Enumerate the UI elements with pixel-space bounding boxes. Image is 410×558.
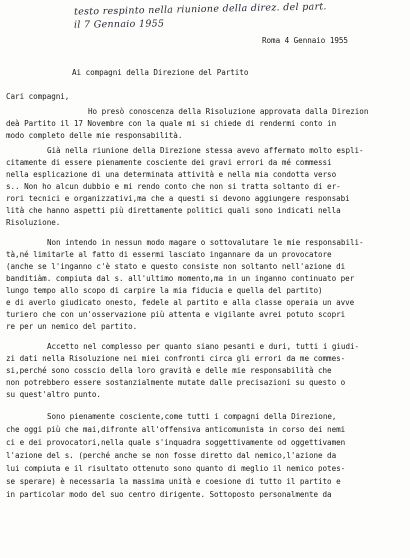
body-line: Risoluzione. <box>6 218 61 227</box>
body-line: se sperare) è necessaria la massima unità e coesione di tutto il partito e <box>6 477 341 486</box>
body-line: nella esplicazione di una determinata attività e nella mia condotta verso <box>6 170 337 179</box>
body-line: si,perché sono cosscio della loro gravità e delle mie responsabilità che <box>6 366 332 375</box>
body-line: (anche se l'inganno c'è stato e questo consiste non soltanto nell'azione di <box>6 262 346 271</box>
letter-date: Roma 4 Gennaio 1955 <box>262 36 348 45</box>
body-line: zi dati nella Risoluzione nei miei confronti circa gli errori da me commes- <box>6 354 346 363</box>
body-line: rori tecnici e organizzativi,ma che a questi si devono aggiungere responsabi <box>6 194 350 203</box>
body-line: turiero che con un'osservazione più attenta e vigilante avrei potuto scopri <box>6 310 346 319</box>
body-line: lui compiuta e il risultato ottenuto sono quanto di meglio il nemico potes- <box>6 464 346 473</box>
body-line: deà Partito il 17 Novembre con la quale mi si chiede di rendermi conto in <box>6 119 337 128</box>
body-line: non potrebbero essere sostanzialmente mutate dalle precisazioni su questo o <box>6 378 346 387</box>
body-line: e di averlo giudicato onesto, fedele al partito e alla classe operaia un avve <box>6 298 355 307</box>
body-line: banditiàm. compiuta dal s. all'ultimo momento,ma in un inganno continuato per <box>6 274 355 283</box>
body-line: l'azione del s. (perché anche se non fosse diretto dal nemico,l'azione da <box>6 451 337 460</box>
body-line: Accetto nel complesso per quanto siano pesanti e duri, tutti i giudi- <box>47 342 360 351</box>
handwritten-annotation-line-2: il 7 Gennaio 1955 <box>73 18 165 31</box>
handwritten-annotation-line-1: testo respinto nella riunione della direz. del part. <box>73 1 327 18</box>
body-line: in particolar modo del suo centro dirigente. Sottoposto personalmente da <box>6 490 332 499</box>
body-line: citamente di essere pienamente cosciente dei gravi errori da mé commessi <box>6 158 332 167</box>
body-line: Ho presò conoscenza della Risoluzione approvata dalla Direzion <box>88 107 369 116</box>
body-line: re per un nemico del partito. <box>6 322 138 331</box>
body-line: s.. Non ho alcun dubbio e mi rendo conto che non si tratta soltanto di er- <box>6 182 341 191</box>
body-line: su quest'altro punto. <box>6 390 101 399</box>
body-line: lità che hanno aspetti più direttamente politici quali sono indicati nella <box>6 206 341 215</box>
body-line: che oggi più che mai,difronte all'offensiva anticomunista in corso dei nemi <box>6 425 346 434</box>
body-line: lungo tempo allo scopo di carpire la mia fiducia e quella del partito) <box>6 286 323 295</box>
body-line: Non intendo in nessun modo magare o sottovalutare le mie responsabili- <box>47 238 364 247</box>
body-line: modo completo delle mie responsabilità. <box>6 131 183 140</box>
letter-recipient: Ai compagni della Direzione del Partito <box>72 68 249 77</box>
letter-salutation: Cari compagni, <box>6 92 70 101</box>
body-line: tà,né limitarle al fatto di essermi lasciato ingannare da un provocatore <box>6 250 332 259</box>
body-line: ci e dei provocatori,nella quale s'inquadra soggettivamente od oggettivamen <box>6 438 346 447</box>
body-line: Già nella riunione della Direzione stessa avevo affermato molto espli- <box>47 146 364 155</box>
body-line: Sono pienamente cosciente,come tutti i compagni della Direzione, <box>47 412 337 421</box>
